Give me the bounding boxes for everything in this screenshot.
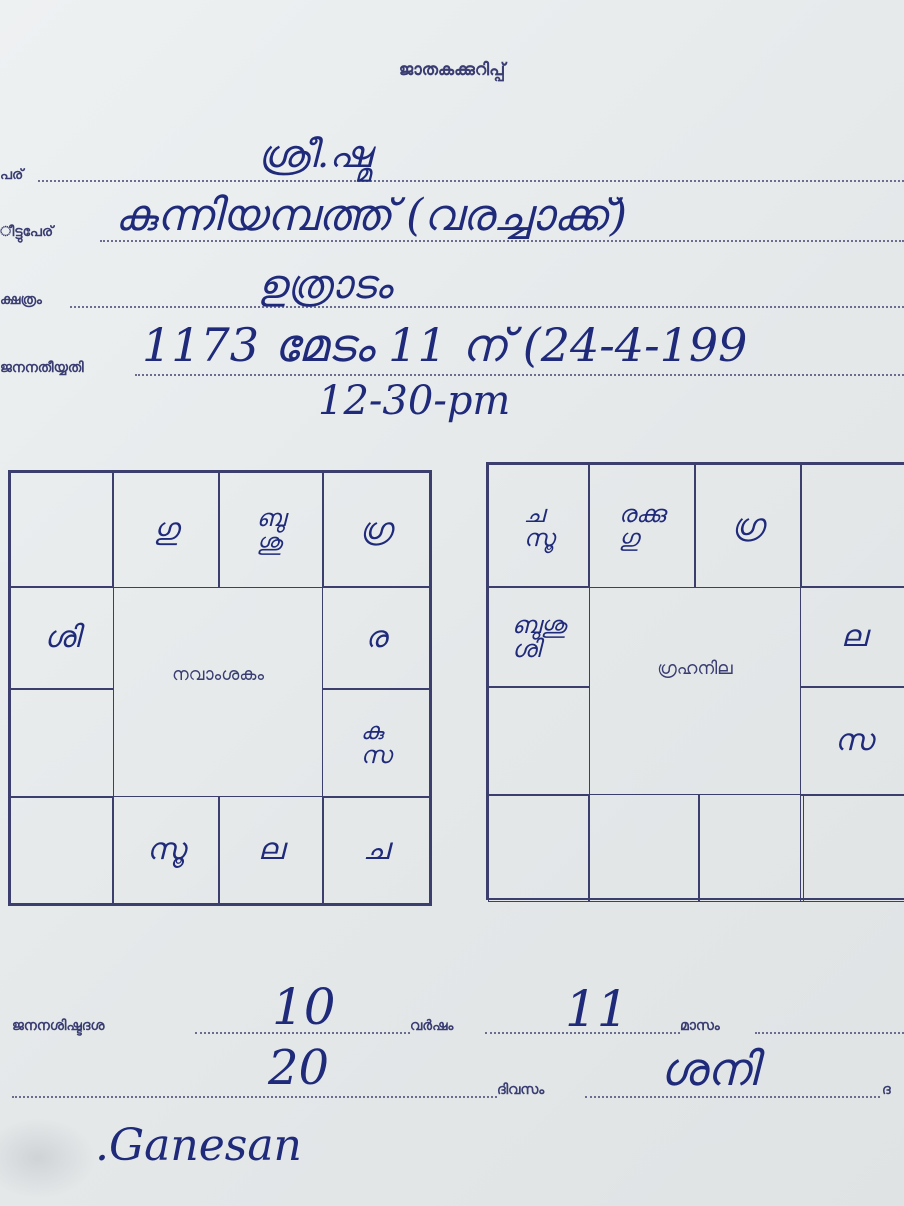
name-value: ശ്രീ.ഷ്മ [258,132,371,176]
rasi-house-2: രക്കു ഗു [588,464,696,588]
house-value: കുന്നിയമ്പത്ത് (വരച്ചാക്ക്) [115,190,628,241]
navamsa-house-11 [10,688,114,798]
dasa-dotted-line-3 [755,1032,904,1034]
rasi-house-9 [588,794,700,902]
dob-label: ജനനതീയ്യതി [0,360,84,376]
rasi-house-3: ഗ്ര [694,464,802,588]
rasi-house-4 [800,464,904,588]
navamsa-house-6: കു സ [322,688,430,798]
house-label: ീട്ടുപേര് [0,224,54,240]
navamsa-house-12: ശി [10,586,114,690]
navamsa-label: നവാംശകം [171,664,265,685]
rasi-house-12: ബുശു ശി [488,586,590,688]
navamsa-house-2: ഗു [112,472,220,588]
dob-value: 1173 മേടം 11 ന് (24-4-199 [142,318,748,372]
dasa-name: ശനി [660,1042,758,1096]
star-value: ഉത്രാടം [258,262,392,308]
navamsa-house-3: ബു ശു [218,472,324,588]
dasa-label: ജനനശിഷ്ടദശ [12,1018,105,1034]
navamsa-chart [8,470,432,906]
star-label: ക്ഷത്രം [0,292,42,308]
navamsa-house-8: ല [218,796,324,904]
navamsa-house-5: ര [322,586,430,690]
star-dotted-line [70,306,904,308]
rasi-house-1: ച സൂ [488,464,590,588]
navamsa-house-7: ച [322,796,430,904]
paper-smudge [0,1118,95,1198]
navamsa-house-1 [10,472,114,588]
name-dotted-line [38,180,904,182]
dasa-dotted-line-4 [12,1096,497,1098]
document-title: ജാതകക്കുറിപ്പ് [398,60,506,80]
rasi-chart [486,462,904,900]
days-label: ദിവസം [497,1082,545,1098]
name-label: പര് [0,167,24,183]
rasi-house-8 [698,794,804,902]
rasi-house-10 [488,794,590,902]
navamsa-house-9: സൂ [112,796,220,904]
rasi-house-5: ല [800,586,904,688]
dob-time: 12-30-pm [318,378,511,424]
rasi-house-7 [800,794,904,902]
trailing-label: ദ [882,1082,891,1098]
months-label: മാസം [680,1018,720,1034]
rasi-house-11 [488,686,590,796]
years-label: വർഷം [410,1018,454,1034]
dasa-years: 10 [272,978,336,1036]
rasi-label: ഗ്രഹനില [657,658,733,679]
signature: .Ganesan [95,1120,302,1171]
navamsa-house-4: ഗ്ര [322,472,430,588]
rasi-house-6: സ [800,686,904,796]
dasa-months: 11 [565,980,629,1038]
dob-dotted-line [135,374,904,376]
navamsa-house-10 [10,796,114,904]
dasa-days: 20 [268,1040,330,1096]
